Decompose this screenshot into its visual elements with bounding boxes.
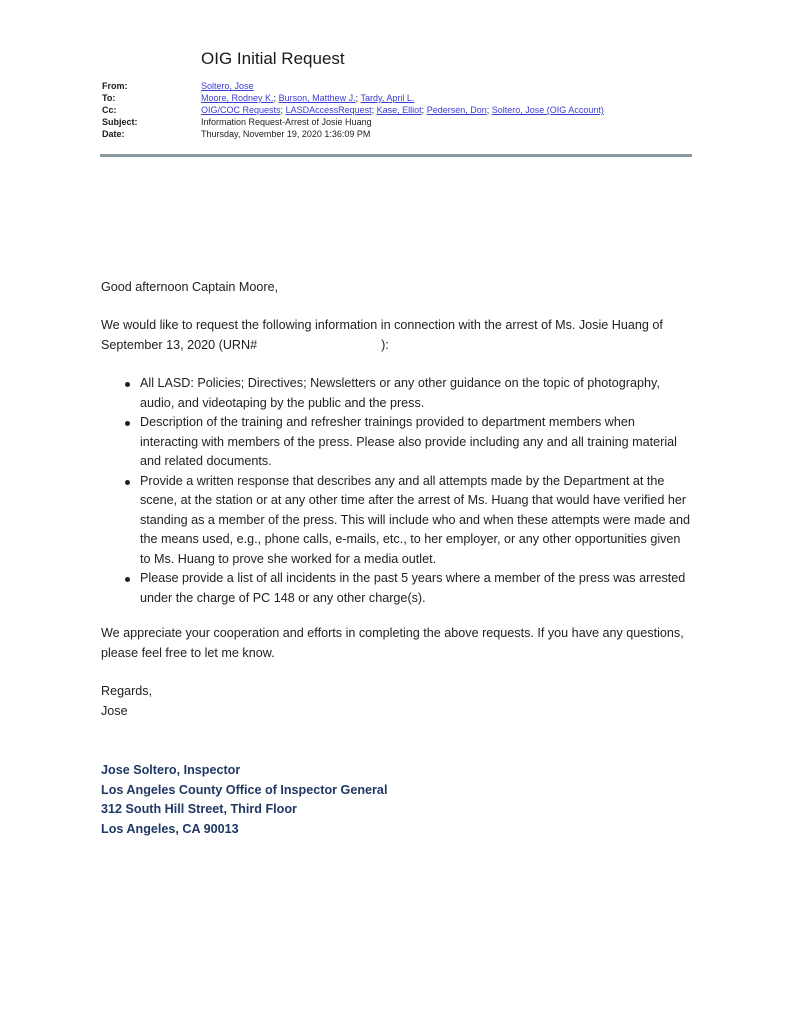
cc-link-soltero-oig-account[interactable]: Soltero, Jose (OIG Account) bbox=[491, 105, 604, 115]
regards-text: Regards, bbox=[101, 684, 153, 698]
email-signature bbox=[101, 761, 387, 839]
separator: ; bbox=[273, 93, 277, 103]
signature-address-line2: Los Angeles, CA 90013 bbox=[101, 821, 239, 836]
subject-label: Subject: bbox=[102, 117, 138, 127]
from-row bbox=[102, 80, 692, 92]
cc-link-oig-coc-requests[interactable]: OIG/COC Requests bbox=[201, 105, 281, 115]
cc-link-pedersen[interactable]: Pedersen, Don bbox=[426, 105, 487, 115]
to-link-tardy[interactable]: Tardy, April L. bbox=[360, 93, 415, 103]
intro-text: We would like to request the following information in connection with the arrest of Ms. Josie Huang of September 13, 2020 (URN# bbox=[101, 318, 663, 352]
to-link-burson[interactable]: Burson, Matthew J. bbox=[278, 93, 356, 103]
cc-link-lasd-access-request[interactable]: LASDAccessRequest bbox=[285, 105, 372, 115]
request-list bbox=[123, 374, 693, 608]
intro-text-end: ): bbox=[381, 337, 389, 352]
date-label: Date: bbox=[102, 129, 125, 139]
request-item bbox=[123, 374, 693, 413]
document-title: OIG Initial Request bbox=[201, 49, 345, 68]
subject-value: Information Request-Arrest of Josie Huang bbox=[201, 117, 372, 127]
to-value bbox=[201, 92, 414, 104]
header-divider bbox=[100, 154, 692, 157]
request-item bbox=[123, 413, 693, 472]
closing-paragraph: We appreciate your cooperation and efforts in completing the above requests. If you have any questions, please feel free to let me know. bbox=[101, 626, 684, 660]
request-item bbox=[123, 569, 693, 608]
separator: ; bbox=[486, 105, 490, 115]
request-item-text: Provide a written response that describes any and all attempts made by the Department at the scene, at the station or at any other time after the arrest of Ms. Huang that would have verified her standing as a member of the press. This will include who and when these attempts were made and the means used, e.g., phone calls, e-mails, etc., to her employer, or any other opportunities given to Ms. Huang to prove she worked for a media outlet. bbox=[140, 473, 690, 566]
cc-value bbox=[201, 104, 604, 116]
separator: ; bbox=[421, 105, 425, 115]
to-row bbox=[102, 92, 692, 104]
from-value bbox=[201, 80, 254, 92]
bullet-icon bbox=[125, 577, 130, 582]
from-link-soltero-jose[interactable]: Soltero, Jose bbox=[201, 81, 254, 91]
signature-organization: Los Angeles County Office of Inspector General bbox=[101, 782, 388, 797]
bullet-icon bbox=[125, 480, 130, 485]
separator: ; bbox=[280, 105, 284, 115]
intro-paragraph bbox=[101, 316, 696, 355]
signature-address-line1: 312 South Hill Street, Third Floor bbox=[101, 802, 297, 816]
cc-link-kase[interactable]: Kase, Elliot bbox=[376, 105, 422, 115]
to-label: To: bbox=[102, 93, 116, 103]
date-row bbox=[102, 128, 692, 140]
bullet-icon bbox=[125, 421, 130, 426]
bullet-icon bbox=[125, 382, 130, 387]
cc-row bbox=[102, 104, 692, 116]
request-item bbox=[123, 472, 693, 570]
sign-off bbox=[101, 682, 701, 721]
greeting: Good afternoon Captain Moore, bbox=[101, 280, 279, 294]
to-link-moore[interactable]: Moore, Rodney K. bbox=[201, 93, 274, 103]
separator: ; bbox=[355, 93, 359, 103]
email-header bbox=[102, 80, 692, 140]
request-item-text: Please provide a list of all incidents in the past 5 years where a member of the press was arrested under the charge of PC 148 or any other charge(s). bbox=[140, 571, 686, 605]
date-value: Thursday, November 19, 2020 1:36:09 PM bbox=[201, 129, 371, 139]
from-label: From: bbox=[102, 81, 128, 91]
signature-name-title: Jose Soltero, Inspector bbox=[101, 763, 241, 777]
sender-first-name: Jose bbox=[101, 703, 128, 718]
subject-row bbox=[102, 116, 692, 128]
request-item-text: Description of the training and refresher trainings provided to department members when interacting with members of the press. Please also provide including any and all training material and related documents. bbox=[140, 415, 677, 468]
request-item-text: All LASD: Policies; Directives; Newsletters or any other guidance on the topic of photography, audio, and videotaping by the public and the press. bbox=[140, 376, 660, 410]
separator: ; bbox=[371, 105, 375, 115]
cc-label: Cc: bbox=[102, 105, 117, 115]
